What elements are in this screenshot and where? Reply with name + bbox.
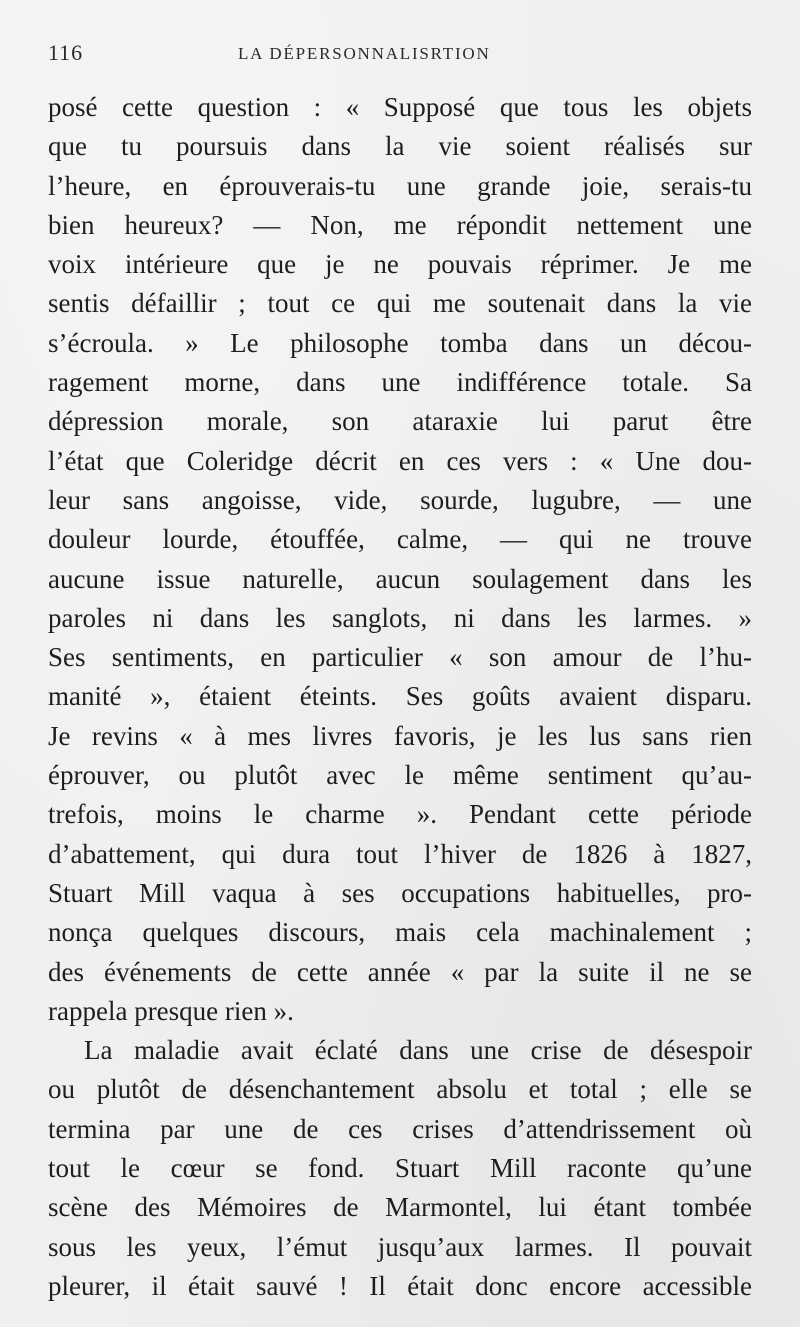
- text-line: leur sans angoisse, vide, sourde, lugubre, — une: [48, 484, 752, 515]
- paragraph-2: [48, 1031, 752, 1306]
- paragraph-1: [48, 88, 752, 1031]
- text-line: que tu poursuis dans la vie soient réalisés sur: [48, 131, 752, 162]
- text-line: éprouver, ou plutôt avec le même sentiment qu’au-: [48, 760, 752, 791]
- text-line: termina par une de ces crises d’attendrissement où: [48, 1113, 752, 1144]
- body-text: [48, 88, 752, 1306]
- text-line: ou plutôt de désenchantement absolu et total ; elle se: [48, 1074, 752, 1105]
- text-line: d’abattement, qui dura tout l’hiver de 1826 à 1827,: [48, 838, 752, 869]
- text-line: posé cette question : « Supposé que tous les objets: [48, 92, 752, 122]
- text-line: nonça quelques discours, mais cela machinalement ;: [48, 917, 752, 948]
- text-line: aucune issue naturelle, aucun soulagement dans les: [48, 563, 752, 594]
- text-line: bien heureux? — Non, me répondit nettement une: [48, 209, 752, 240]
- text-line: l’état que Coleridge décrit en ces vers : « Une dou-: [48, 445, 752, 476]
- running-head: [48, 40, 752, 68]
- text-line: douleur lourde, étouffée, calme, — qui ne trouve: [48, 524, 752, 555]
- running-title: LA DÉPERSONNALISRTION: [238, 44, 491, 63]
- page-number: 116: [48, 40, 84, 65]
- text-line: l’heure, en éprouverais-tu une grande joie, serais-tu: [48, 170, 752, 201]
- text-line: sentis défaillir ; tout ce qui me soutenait dans la vie: [48, 288, 752, 319]
- text-line: dépression morale, son ataraxie lui parut être: [48, 406, 752, 437]
- text-line: des événements de cette année « par la suite il ne se: [48, 956, 752, 987]
- text-line: paroles ni dans les sanglots, ni dans les larmes. »: [48, 602, 752, 633]
- text-line: trefois, moins le charme ». Pendant cette période: [48, 799, 752, 830]
- text-line: tout le cœur se fond. Stuart Mill raconte qu’une: [48, 1153, 752, 1184]
- text-line: ragement morne, dans une indifférence totale. Sa: [48, 367, 752, 398]
- text-line: Stuart Mill vaqua à ses occupations habituelles, pro-: [48, 877, 752, 908]
- text-line: voix intérieure que je ne pouvais réprimer. Je me: [48, 249, 752, 280]
- text-line: rappela presque rien ».: [48, 995, 294, 1026]
- text-line: Ses sentiments, en particulier « son amour de l’hu-: [48, 642, 752, 673]
- text-line: pleurer, il était sauvé ! Il était donc encore accessible: [48, 1270, 752, 1301]
- text-line: La maladie avait éclaté dans une crise de désespoir: [84, 1035, 752, 1066]
- text-line: Je revins « à mes livres favoris, je les lus sans rien: [48, 720, 752, 751]
- text-line: scène des Mémoires de Marmontel, lui étant tombée: [48, 1192, 752, 1223]
- text-line: sous les yeux, l’émut jusqu’aux larmes. Il pouvait: [48, 1231, 752, 1262]
- text-line: manité », étaient éteints. Ses goûts avaient disparu.: [48, 681, 752, 712]
- text-line: s’écroula. » Le philosophe tomba dans un décou-: [48, 327, 752, 358]
